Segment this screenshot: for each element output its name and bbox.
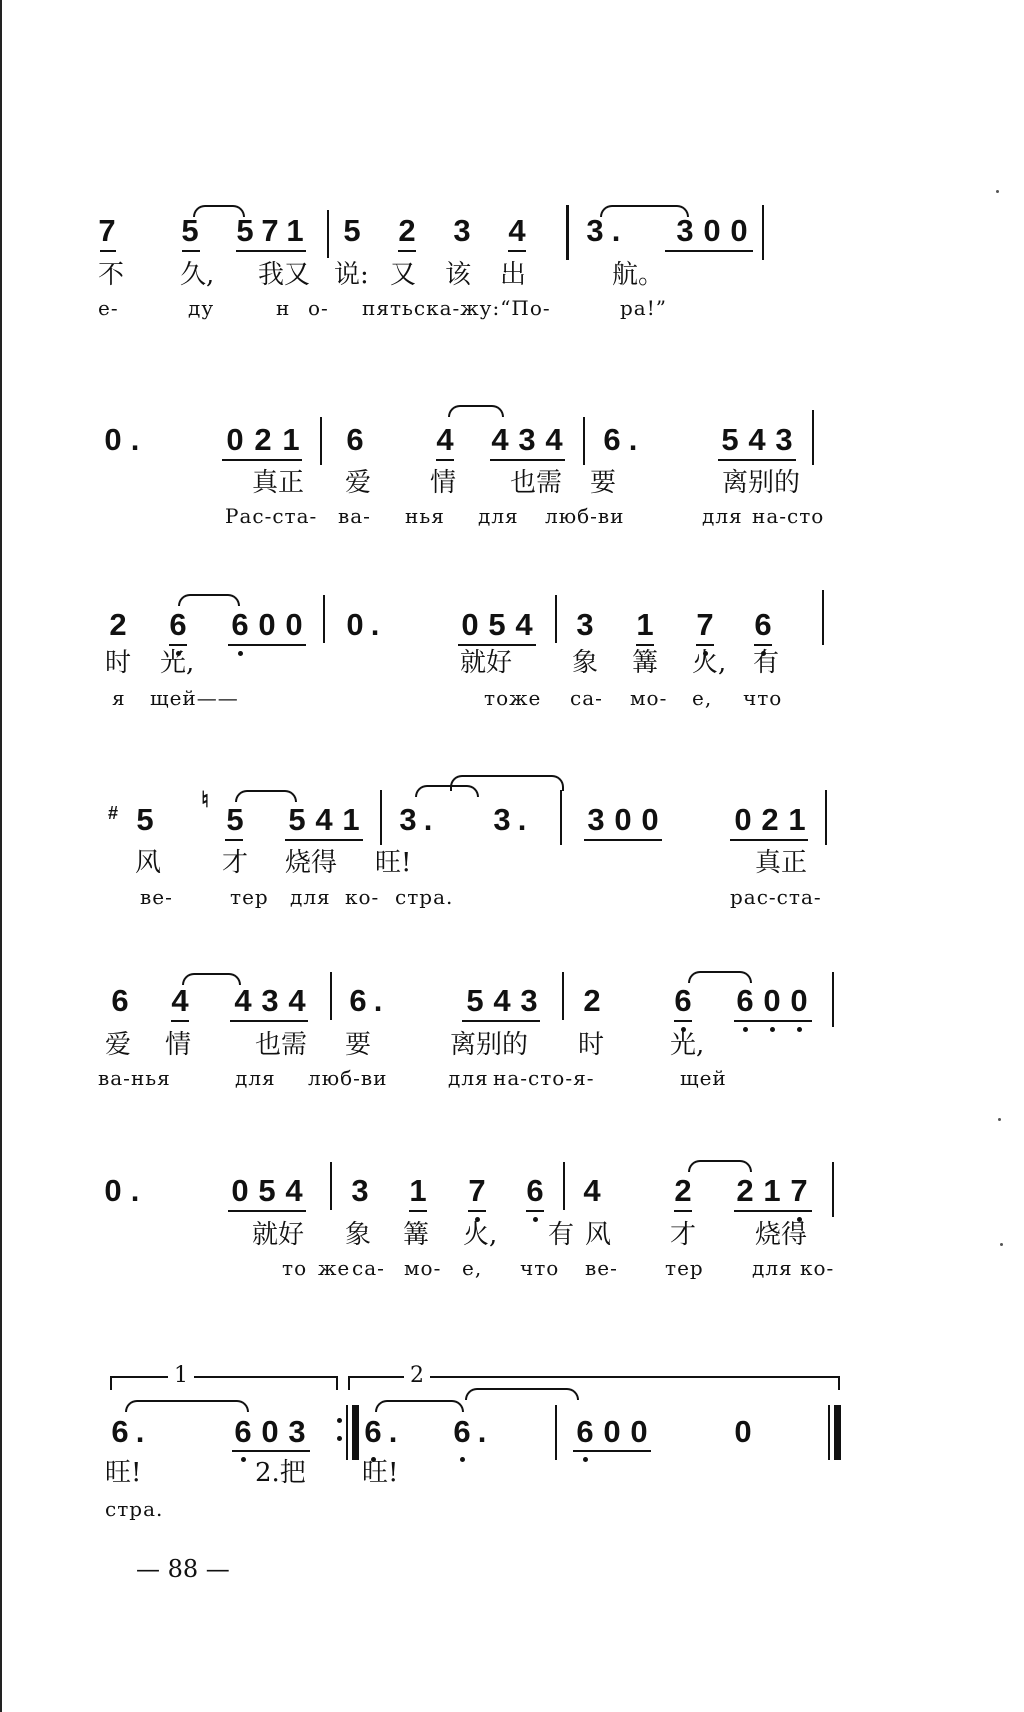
repeat-dot — [337, 1418, 342, 1423]
note: 0 — [790, 983, 808, 1018]
note: 1 — [282, 422, 300, 457]
barline — [583, 417, 585, 465]
lyric-chinese: 旺! — [362, 1458, 399, 1488]
lyric-russian: ко- — [800, 1256, 835, 1280]
page-edge — [0, 0, 2, 1712]
final-barline — [834, 1405, 841, 1460]
lyric-chinese: 火, — [463, 1220, 498, 1250]
lyric-russian: я — [112, 686, 126, 710]
note: 0 — [603, 1414, 621, 1449]
note: 3 — [399, 802, 417, 837]
sharp-sign: # — [107, 803, 118, 823]
barline — [330, 972, 332, 1020]
underline — [222, 459, 302, 461]
lyric-russian: для — [478, 504, 519, 528]
note: 6 — [364, 1414, 382, 1449]
lyric-russian: стра. — [105, 1497, 164, 1521]
note: 4 — [171, 983, 189, 1018]
lyric-chinese: 才 — [222, 848, 249, 878]
tie — [375, 1400, 464, 1412]
note: 0 — [285, 607, 303, 642]
low-octave-dot — [743, 1027, 748, 1032]
note: 2 — [109, 607, 127, 642]
note: 2 — [254, 422, 272, 457]
lyric-chinese: 风 — [585, 1220, 612, 1250]
underline — [468, 1210, 486, 1212]
lyric-russian: нья — [405, 504, 445, 528]
lyric-chinese: 离别的 — [722, 468, 801, 498]
underline — [584, 839, 662, 841]
note: 2 — [761, 802, 779, 837]
note: 5 — [288, 802, 306, 837]
note: . — [130, 422, 140, 457]
underline — [508, 250, 526, 252]
tie — [688, 1160, 752, 1172]
tie — [450, 775, 564, 791]
tie — [688, 971, 752, 983]
note: 3 — [676, 213, 694, 248]
underline — [730, 839, 808, 841]
tie — [448, 405, 504, 417]
underline — [230, 1020, 308, 1022]
note: 0 — [703, 213, 721, 248]
lyric-chinese: 有 — [753, 648, 780, 678]
note: 6 — [603, 422, 621, 457]
lyric-russian: н — [276, 296, 291, 320]
lyric-russian: на-сто-я- — [493, 1066, 595, 1090]
note: 4 — [508, 213, 526, 248]
note: 7 — [696, 607, 714, 642]
barline — [566, 205, 569, 260]
lyric-russian: е, — [462, 1256, 483, 1280]
note: 5 — [721, 422, 739, 457]
underline — [232, 1450, 310, 1452]
note: 0 — [258, 607, 276, 642]
lyric-russian: тоже — [484, 686, 542, 710]
underline — [225, 839, 243, 841]
lyric-chinese: 情 — [430, 468, 457, 498]
note: 7 — [468, 1173, 486, 1208]
lyric-chinese: 时 — [578, 1030, 605, 1060]
barline — [320, 417, 322, 465]
lyric-chinese: 才 — [670, 1220, 697, 1250]
underline — [436, 459, 454, 461]
underline — [696, 644, 714, 646]
note: 6 — [453, 1414, 471, 1449]
note: . — [477, 1414, 487, 1449]
note: 4 — [493, 983, 511, 1018]
note: 0 — [226, 422, 244, 457]
note: 5 — [226, 802, 244, 837]
lyric-russian: пятьска-жу:“По- — [362, 296, 551, 320]
note: . — [517, 802, 527, 837]
volta-1-bracket — [110, 1376, 338, 1378]
note: 2 — [583, 983, 601, 1018]
lyric-chinese: 光, — [160, 648, 195, 678]
note: 0 — [231, 1173, 249, 1208]
barline — [832, 972, 834, 1027]
volta-2-bracket — [838, 1376, 840, 1390]
note: . — [373, 983, 383, 1018]
note: 1 — [636, 607, 654, 642]
underline — [236, 250, 306, 252]
note: 5 — [236, 213, 254, 248]
lyric-chinese: 篝 — [403, 1220, 430, 1250]
note: 1 — [409, 1173, 427, 1208]
note: 7 — [790, 1173, 808, 1208]
note: 4 — [515, 607, 533, 642]
note: 5 — [488, 607, 506, 642]
lyric-russian: щей—— — [150, 686, 239, 710]
note: 3 — [520, 983, 538, 1018]
lyric-chinese: 象 — [572, 648, 599, 678]
note: 6 — [674, 983, 692, 1018]
underline — [228, 644, 306, 646]
underline — [409, 1210, 427, 1212]
underline — [718, 459, 796, 461]
lyric-russian: же — [318, 1256, 351, 1280]
note: 4 — [436, 422, 454, 457]
lyric-chinese: 久, — [180, 260, 215, 290]
barline — [563, 1162, 565, 1210]
lyric-russian: ве- — [585, 1256, 618, 1280]
barline — [832, 1162, 834, 1217]
repeat-dot — [337, 1436, 342, 1441]
lyric-chinese: 篝 — [632, 648, 659, 678]
scan-speck — [998, 1118, 1001, 1121]
underline — [169, 644, 187, 646]
low-octave-dot — [533, 1217, 538, 1222]
lyric-chinese: 烧得 — [285, 848, 338, 878]
lyric-chinese: 该 — [445, 260, 472, 290]
note: 1 — [342, 802, 360, 837]
note: 0 — [614, 802, 632, 837]
underline — [100, 250, 116, 252]
lyric-russian: о- — [308, 296, 329, 320]
note: 5 — [181, 213, 199, 248]
note: 6 — [736, 983, 754, 1018]
note: 6 — [169, 607, 187, 642]
lyric-russian: щей — [680, 1066, 727, 1090]
lyric-chinese: 真正 — [252, 468, 305, 498]
low-octave-dot — [797, 1027, 802, 1032]
note: 0 — [734, 802, 752, 837]
lyric-russian: ве- — [140, 885, 173, 909]
lyric-chinese: 就好 — [252, 1220, 305, 1250]
note: 0 — [346, 607, 364, 642]
note: 5 — [136, 802, 154, 837]
underline — [573, 1450, 651, 1452]
note: 4 — [285, 1173, 303, 1208]
lyric-russian: для — [290, 885, 331, 909]
lyric-chinese: 说: — [334, 260, 369, 290]
note: 0 — [734, 1414, 752, 1449]
note: . — [388, 1414, 398, 1449]
note: . — [423, 802, 433, 837]
lyric-russian: тер — [665, 1256, 704, 1280]
note: 0 — [641, 802, 659, 837]
scan-speck — [1000, 1243, 1003, 1246]
barline — [380, 790, 382, 845]
note: 5 — [258, 1173, 276, 1208]
barline — [560, 790, 562, 845]
low-octave-dot — [238, 651, 243, 656]
lyric-chinese: 旺! — [105, 1458, 142, 1488]
underline — [734, 1210, 812, 1212]
lyric-russian: е- — [98, 296, 119, 320]
volta-1-bracket — [336, 1376, 338, 1390]
underline — [636, 644, 654, 646]
lyric-chinese: 真正 — [755, 848, 808, 878]
lyric-chinese: 情 — [165, 1030, 192, 1060]
lyric-russian: для — [235, 1066, 276, 1090]
note: 0 — [763, 983, 781, 1018]
lyric-russian: что — [743, 686, 783, 710]
note: 3 — [518, 422, 536, 457]
note: 4 — [234, 983, 252, 1018]
note: 3 — [288, 1414, 306, 1449]
underline — [398, 250, 416, 252]
lyric-chinese: 不 — [98, 260, 125, 290]
note: 2 — [736, 1173, 754, 1208]
lyric-chinese: 要 — [345, 1030, 372, 1060]
note: 7 — [98, 213, 116, 248]
lyric-russian: ду — [188, 296, 215, 320]
note: 3 — [587, 802, 605, 837]
lyric-chinese: 我又 — [258, 260, 311, 290]
underline — [734, 1020, 812, 1022]
tie — [465, 1388, 579, 1400]
note: . — [370, 607, 380, 642]
volta-2-bracket — [348, 1376, 350, 1390]
lyric-russian: люб-ви — [545, 504, 625, 528]
lyric-chinese: 航。 — [612, 260, 665, 290]
lyric-chinese: 爱 — [105, 1030, 132, 1060]
lyric-russian: рас-ста- — [730, 885, 822, 909]
tie — [125, 1400, 249, 1412]
note: 0 — [104, 422, 122, 457]
barline — [825, 790, 827, 845]
note: 5 — [343, 213, 361, 248]
note: 3 — [586, 213, 604, 248]
lyric-chinese: 也需 — [510, 468, 563, 498]
volta-2-number: 2 — [404, 1365, 430, 1387]
barline — [562, 972, 564, 1020]
note: 0 — [461, 607, 479, 642]
note: . — [135, 1414, 145, 1449]
lyric-russian: са- — [570, 686, 603, 710]
underline — [674, 1020, 692, 1022]
low-octave-dot — [241, 1457, 246, 1462]
lyric-russian: Рас-ста- — [225, 504, 318, 528]
tie — [235, 790, 297, 802]
lyric-chinese: 就好 — [460, 648, 513, 678]
note: 4 — [491, 422, 509, 457]
note: 6 — [349, 983, 367, 1018]
underline — [462, 1020, 540, 1022]
note: 1 — [788, 802, 806, 837]
low-octave-dot — [460, 1457, 465, 1462]
lyric-chinese: 要 — [590, 468, 617, 498]
note: 6 — [526, 1173, 544, 1208]
low-octave-dot — [770, 1027, 775, 1032]
lyric-chinese: 2.把 — [255, 1458, 306, 1488]
note: 3 — [493, 802, 511, 837]
note: 6 — [346, 422, 364, 457]
note: 7 — [261, 213, 279, 248]
underline — [458, 644, 536, 646]
lyric-chinese: 又 — [390, 260, 417, 290]
note: 3 — [453, 213, 471, 248]
note: 4 — [583, 1173, 601, 1208]
lyric-russian: ва-нья — [98, 1066, 171, 1090]
barline — [327, 210, 329, 258]
note: 4 — [545, 422, 563, 457]
lyric-russian: е, — [692, 686, 713, 710]
volta-1-number: 1 — [168, 1365, 194, 1387]
barline — [822, 590, 824, 645]
note: 1 — [286, 213, 304, 248]
note: 3 — [261, 983, 279, 1018]
note: . — [628, 422, 638, 457]
lyric-chinese: 光, — [670, 1030, 705, 1060]
lyric-russian: на-сто — [752, 504, 825, 528]
scan-speck — [996, 190, 999, 193]
underline — [674, 1210, 692, 1212]
final-barline — [828, 1405, 830, 1460]
note: 4 — [288, 983, 306, 1018]
underline — [171, 1020, 189, 1022]
lyric-chinese: 象 — [345, 1220, 372, 1250]
underline — [754, 644, 772, 646]
note: 3 — [576, 607, 594, 642]
lyric-chinese: 烧得 — [755, 1220, 808, 1250]
underline — [285, 839, 363, 841]
lyric-russian: ко- — [345, 885, 380, 909]
note: 0 — [630, 1414, 648, 1449]
lyric-russian: ва- — [338, 504, 371, 528]
page-number: — 88 — — [136, 1555, 230, 1583]
note: 2 — [398, 213, 416, 248]
lyric-russian: для — [702, 504, 743, 528]
lyric-russian: что — [520, 1256, 560, 1280]
barline — [812, 410, 814, 465]
barline — [555, 595, 557, 643]
lyric-chinese: 旺! — [375, 848, 412, 878]
natural-sign: ♮ — [201, 787, 209, 812]
lyric-russian: для — [752, 1256, 793, 1280]
lyric-chinese: 出 — [500, 260, 527, 290]
lyric-chinese: 时 — [105, 648, 132, 678]
note: 6 — [231, 607, 249, 642]
note: . — [130, 1173, 140, 1208]
note: . — [611, 213, 621, 248]
lyric-russian: стра. — [395, 885, 454, 909]
lyric-russian: са- — [352, 1256, 385, 1280]
lyric-russian: для — [448, 1066, 489, 1090]
note: 4 — [748, 422, 766, 457]
lyric-russian: тер — [230, 885, 269, 909]
underline — [665, 250, 753, 252]
note: 1 — [763, 1173, 781, 1208]
lyric-chinese: 有 — [548, 1220, 575, 1250]
lyric-russian: ра!” — [620, 296, 667, 320]
low-octave-dot — [583, 1457, 588, 1462]
note: 2 — [674, 1173, 692, 1208]
note: 3 — [775, 422, 793, 457]
barline — [762, 205, 764, 260]
note: 0 — [261, 1414, 279, 1449]
lyric-chinese: 火, — [692, 648, 727, 678]
note: 6 — [111, 1414, 129, 1449]
lyric-chinese: 离别的 — [450, 1030, 529, 1060]
underline — [526, 1210, 544, 1212]
lyric-russian: мо- — [630, 686, 668, 710]
lyric-russian: то — [282, 1256, 308, 1280]
lyric-russian: мо- — [404, 1256, 442, 1280]
note: 6 — [754, 607, 772, 642]
underline — [490, 459, 565, 461]
note: 5 — [466, 983, 484, 1018]
lyric-chinese: 爱 — [345, 468, 372, 498]
repeat-barline — [346, 1405, 348, 1460]
barline — [330, 1162, 332, 1210]
note: 0 — [104, 1173, 122, 1208]
barline — [323, 595, 325, 643]
barline — [555, 1405, 557, 1460]
note: 6 — [111, 983, 129, 1018]
note: 6 — [576, 1414, 594, 1449]
note: 4 — [315, 802, 333, 837]
lyric-chinese: 风 — [135, 848, 162, 878]
lyric-russian: люб-ви — [308, 1066, 388, 1090]
underline — [182, 250, 200, 252]
underline — [228, 1210, 306, 1212]
note: 0 — [730, 213, 748, 248]
note: 6 — [234, 1414, 252, 1449]
volta-1-bracket — [110, 1376, 112, 1390]
note: 3 — [351, 1173, 369, 1208]
lyric-chinese: 也需 — [255, 1030, 308, 1060]
tie — [178, 594, 240, 606]
